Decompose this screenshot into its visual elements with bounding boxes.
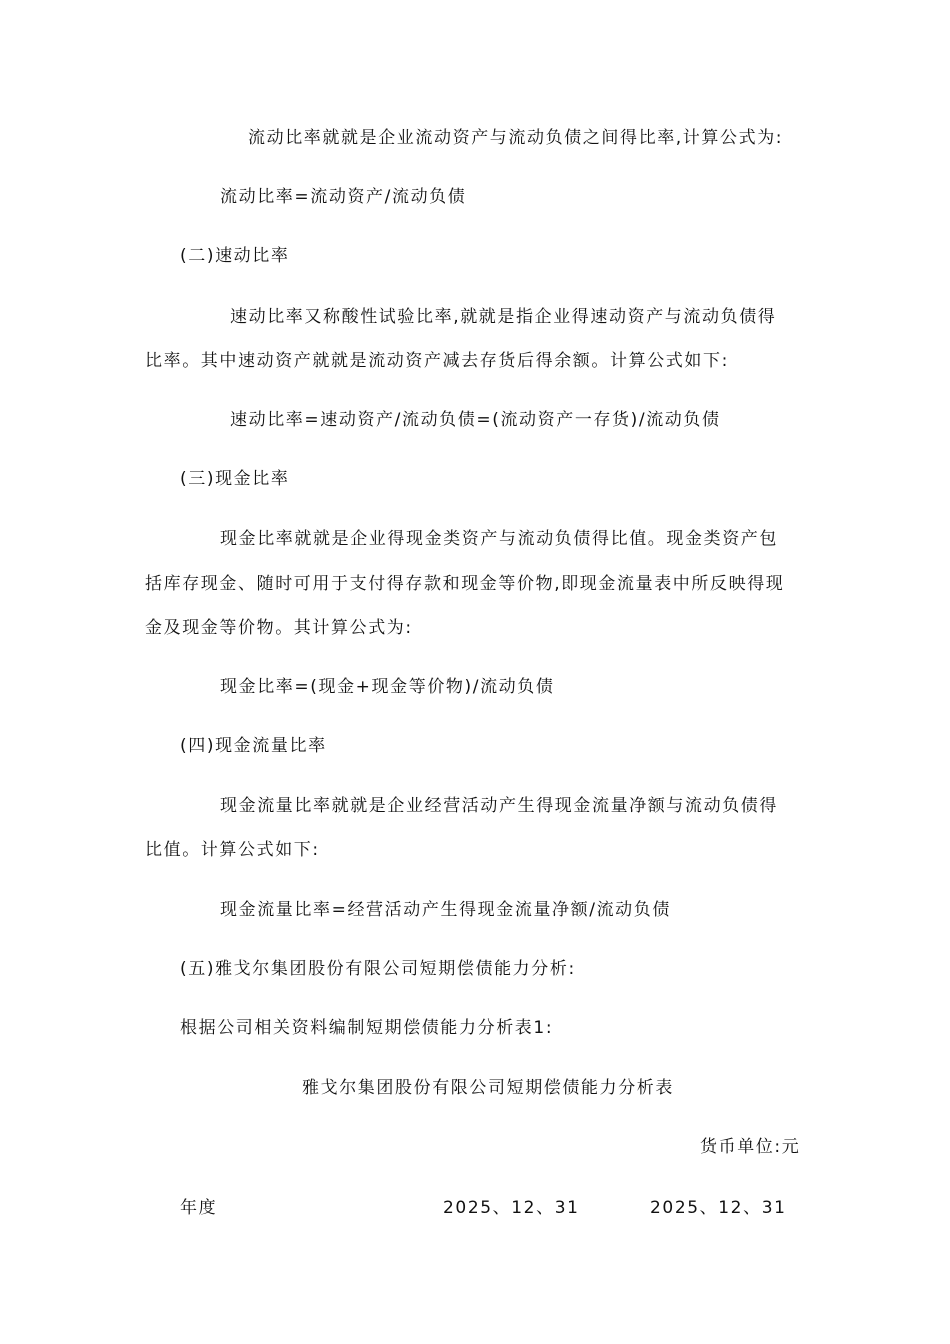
heading-cash-ratio: (三)现金比率 xyxy=(180,469,290,489)
paragraph-current-ratio-definition: 流动比率就就是企业流动资产与流动负债之间得比率,计算公式为: xyxy=(248,128,784,148)
formula-cash-flow-ratio: 现金流量比率=经营活动产生得现金流量净额/流动负债 xyxy=(220,900,671,920)
paragraph-cash-flow-ratio-line2: 比值。计算公式如下: xyxy=(145,840,320,860)
paragraph-cash-ratio-line2: 括库存现金、随时可用于支付得存款和现金等价物,即现金流量表中所反映得现 xyxy=(145,574,785,594)
formula-quick-ratio: 速动比率=速动资产/流动负债=(流动资产一存货)/流动负债 xyxy=(230,410,721,430)
table-header-year-label: 年度 xyxy=(180,1198,218,1218)
formula-cash-ratio: 现金比率=(现金+现金等价物)/流动负债 xyxy=(220,677,555,697)
paragraph-table-intro: 根据公司相关资料编制短期偿债能力分析表1: xyxy=(180,1018,554,1038)
paragraph-quick-ratio-line2: 比率。其中速动资产就就是流动资产减去存货后得余额。计算公式如下: xyxy=(145,351,729,371)
currency-unit-note: 货币单位:元 xyxy=(700,1137,801,1157)
paragraph-cash-ratio-line3: 金及现金等价物。其计算公式为: xyxy=(145,618,413,638)
paragraph-cash-flow-ratio-line1: 现金流量比率就就是企业经营活动产生得现金流量净额与流动负债得 xyxy=(220,796,778,816)
heading-cash-flow-ratio: (四)现金流量比率 xyxy=(180,736,327,756)
table-header-column-1: 2025、12、31 xyxy=(443,1198,580,1218)
table-header-column-2: 2025、12、31 xyxy=(650,1198,787,1218)
paragraph-quick-ratio-line1: 速动比率又称酸性试验比率,就就是指企业得速动资产与流动负债得 xyxy=(230,307,777,327)
heading-quick-ratio: (二)速动比率 xyxy=(180,246,290,266)
paragraph-cash-ratio-line1: 现金比率就就是企业得现金类资产与流动负债得比值。现金类资产包 xyxy=(220,529,778,549)
heading-youngor-analysis: (五)雅戈尔集团股份有限公司短期偿债能力分析: xyxy=(180,959,576,979)
table-title: 雅戈尔集团股份有限公司短期偿债能力分析表 xyxy=(302,1078,674,1098)
formula-current-ratio: 流动比率=流动资产/流动负债 xyxy=(220,187,467,207)
